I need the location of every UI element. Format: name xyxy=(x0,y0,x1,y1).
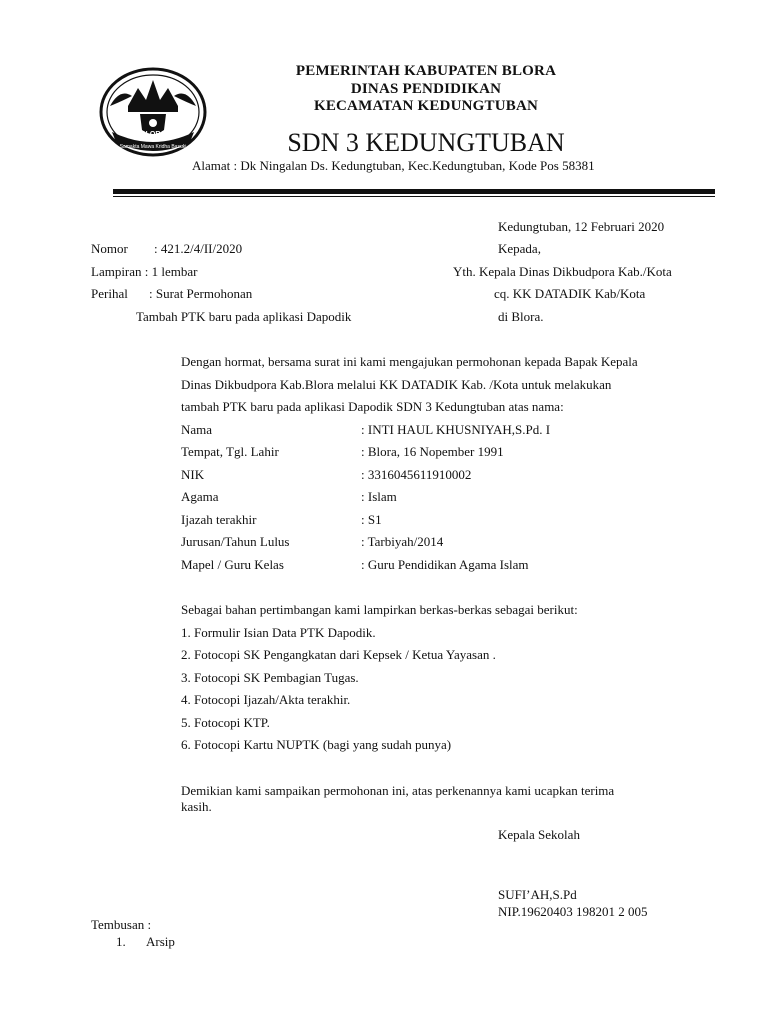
letterhead-district: KECAMATAN KEDUNGTUBAN xyxy=(313,98,539,114)
field-value: : S1 xyxy=(361,512,382,527)
perihal-continuation: Tambah PTK baru pada aplikasi Dapodik xyxy=(136,309,352,324)
body-paragraph-line-1: Dengan hormat, bersama surat ini kami mengajukan permohonan kepada Bapak Kepala xyxy=(181,354,638,369)
field-label: Mapel / Guru Kelas xyxy=(181,557,284,572)
attachment-item: 6. Fotocopi Kartu NUPTK (bagi yang sudah punya) xyxy=(181,737,452,752)
letterhead-divider-thin xyxy=(113,196,715,197)
tembusan-item-number: 1. xyxy=(116,934,126,949)
closing-line-2: kasih. xyxy=(181,799,212,814)
attachment-item: 4. Fotocopi Ijazah/Akta terakhir. xyxy=(181,692,351,707)
tembusan-item: Arsip xyxy=(146,934,175,949)
field-value: : Islam xyxy=(361,489,397,504)
field-value: : INTI HAUL KHUSNIYAH,S.Pd. I xyxy=(361,422,551,437)
field-label: Tempat, Tgl. Lahir xyxy=(181,444,279,459)
attachment-item: 1. Formulir Isian Data PTK Dapodik. xyxy=(181,625,376,640)
signature-title: Kepala Sekolah xyxy=(498,827,580,842)
attachment-item: 2. Fotocopi SK Pengangkatan dari Kepsek / Ketua Yayasan . xyxy=(181,647,496,662)
field-value: : Tarbiyah/2014 xyxy=(361,534,444,549)
perihal-value: : Surat Permohonan xyxy=(149,286,253,301)
recipient-location: di Blora. xyxy=(498,309,544,324)
recipient-cq: cq. KK DATADIK Kab/Kota xyxy=(494,286,646,301)
nomor-label: Nomor xyxy=(91,241,128,256)
closing-line-1: Demikian kami sampaikan permohonan ini, atas perkenannya kami ucapkan terima xyxy=(181,783,615,798)
letter-date: Kedungtuban, 12 Februari 2020 xyxy=(498,219,665,234)
field-label: Jurusan/Tahun Lulus xyxy=(181,534,290,549)
attachments-intro: Sebagai bahan pertimbangan kami lampirkan berkas-berkas sebagai berikut: xyxy=(181,602,578,617)
field-label: Nama xyxy=(181,422,213,437)
perihal-label: Perihal xyxy=(91,286,128,301)
body-paragraph-line-2: Dinas Dikbudpora Kab.Blora melalui KK DATADIK Kab. /Kota untuk melakukan xyxy=(181,377,612,392)
field-label: Agama xyxy=(181,489,219,504)
signatory-name: SUFI’AH,S.Pd xyxy=(498,887,577,902)
recipient-kepada: Kepada, xyxy=(498,241,541,256)
recipient-yth: Yth. Kepala Dinas Dikbudpora Kab./Kota xyxy=(453,264,672,279)
letterhead-government: PEMERINTAH KABUPATEN BLORA xyxy=(295,63,557,79)
svg-text:Samakta Mawa Kridha Basuki: Samakta Mawa Kridha Basuki xyxy=(119,144,187,150)
letterhead-department: DINAS PENDIDIKAN xyxy=(350,81,502,97)
nomor-value: : 421.2/4/II/2020 xyxy=(154,241,243,256)
field-value: : Blora, 16 Nopember 1991 xyxy=(361,444,504,459)
svg-text:BLORA: BLORA xyxy=(140,131,166,138)
attachment-item: 3. Fotocopi SK Pembagian Tugas. xyxy=(181,670,359,685)
field-label: NIK xyxy=(181,467,205,482)
tembusan-label: Tembusan : xyxy=(91,917,152,932)
lampiran-line: Lampiran : 1 lembar xyxy=(91,264,198,279)
signatory-nip: NIP.19620403 198201 2 005 xyxy=(498,904,648,919)
school-address: Alamat : Dk Ningalan Ds. Kedungtuban, Kec.Kedungtuban, Kode Pos 58381 xyxy=(192,158,595,173)
regency-logo xyxy=(98,66,208,158)
letterhead-divider-thick xyxy=(113,189,715,194)
body-paragraph-line-3: tambah PTK baru pada aplikasi Dapodik SDN 3 Kedungtuban atas nama: xyxy=(181,399,564,414)
field-label: Ijazah terakhir xyxy=(181,512,257,527)
field-value: : 3316045611910002 xyxy=(361,467,472,482)
field-value: : Guru Pendidikan Agama Islam xyxy=(361,557,529,572)
school-name: SDN 3 KEDUNGTUBAN xyxy=(287,128,565,157)
attachment-item: 5. Fotocopi KTP. xyxy=(181,715,270,730)
